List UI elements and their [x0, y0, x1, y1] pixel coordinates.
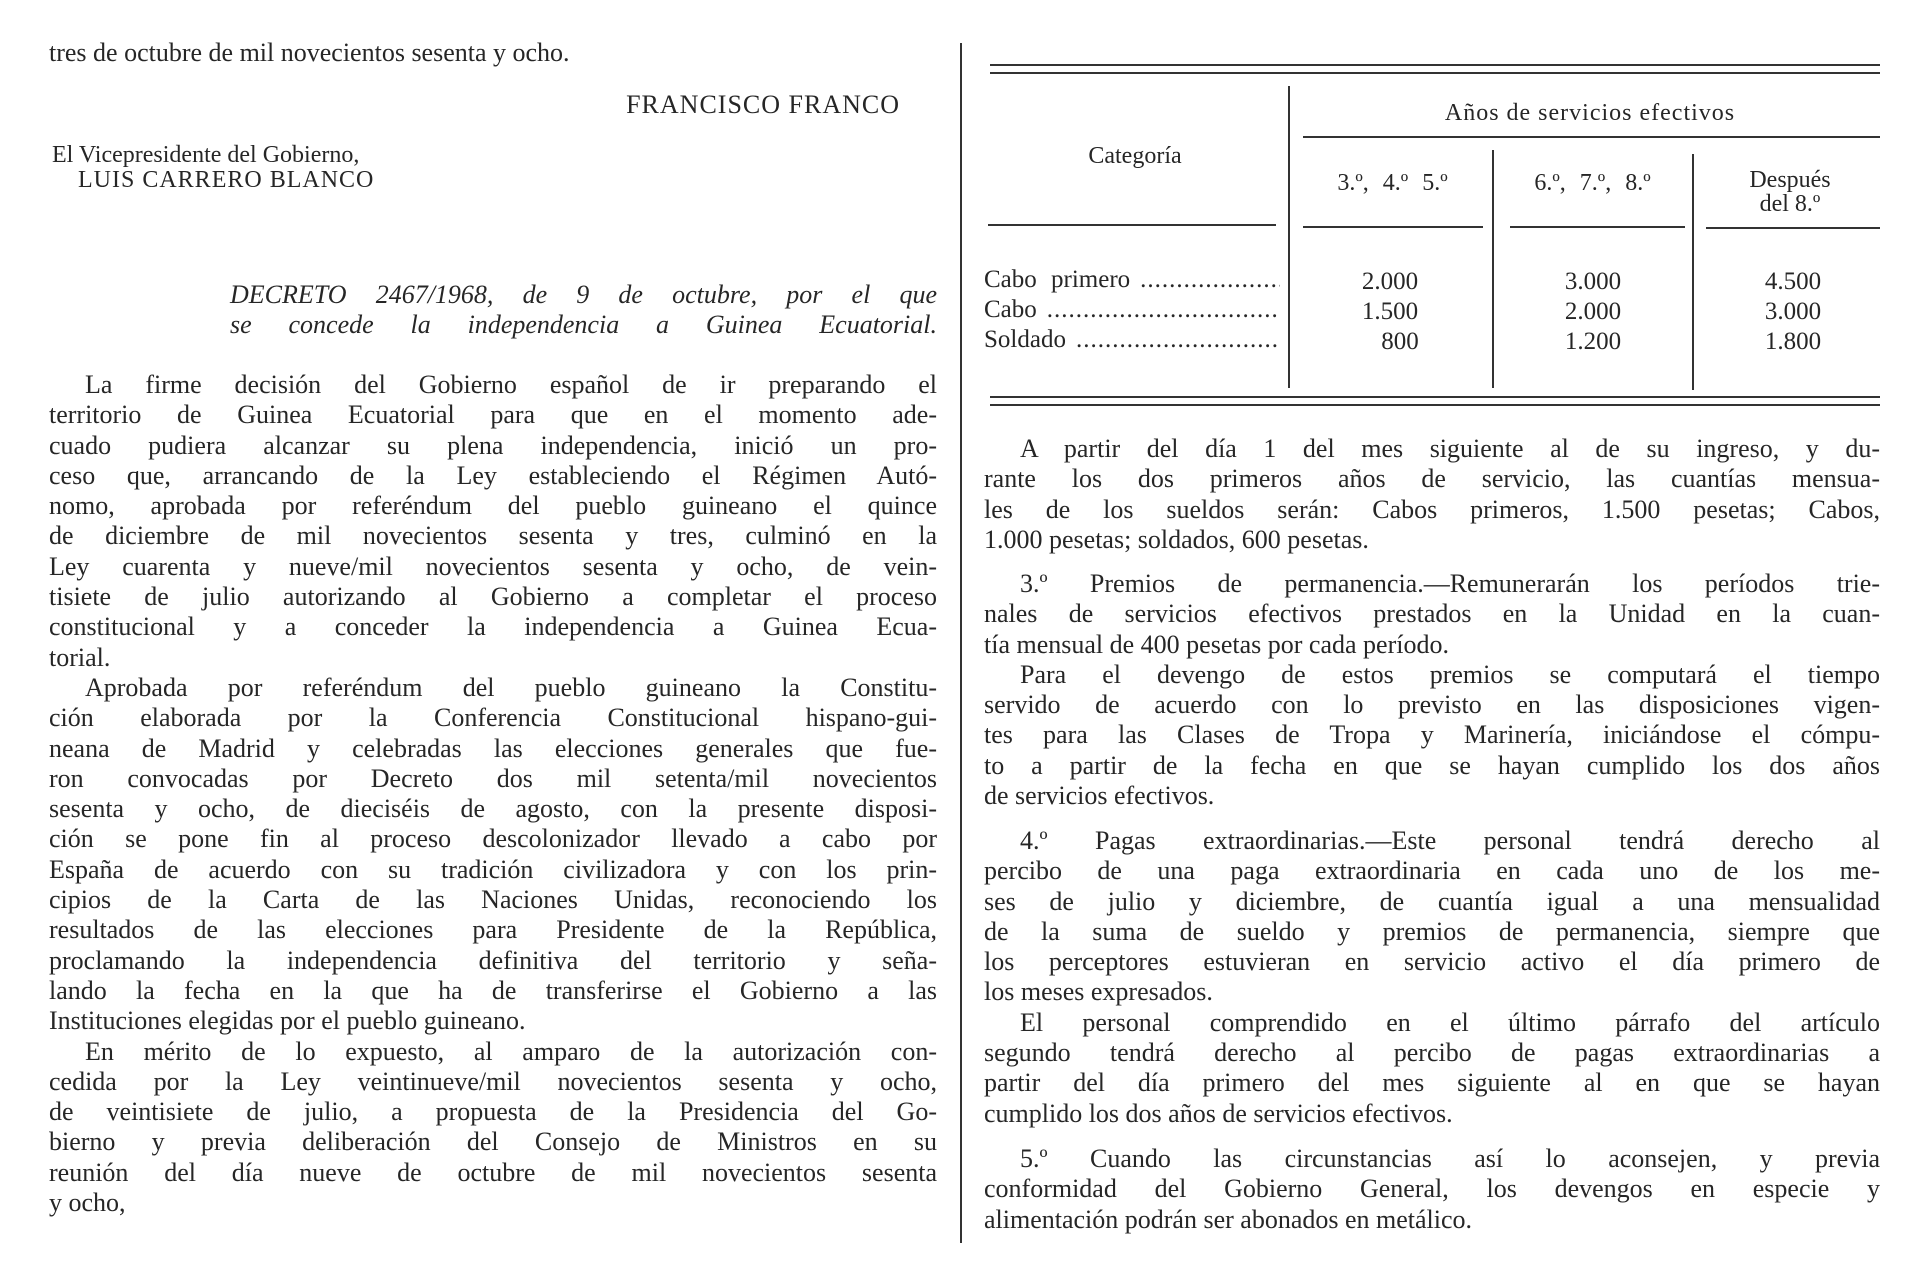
paragraph-line: cipios de la Carta de las Naciones Unidas, reconociendo los	[49, 885, 937, 915]
table-cell: 3.000	[1564, 268, 1622, 295]
paragraph-line: sesenta y ocho, de dieciséis de agosto, con la presente disposi-	[49, 794, 937, 824]
paragraph-line: España de acuerdo con su tradición civilizadora y con los prin-	[49, 854, 937, 884]
paragraph-line: los meses expresados.	[984, 977, 1213, 1007]
category-header: Categoría	[1088, 143, 1182, 169]
table-cell: 2.000	[1361, 268, 1419, 295]
paragraph-line: percibo de una paga extraordinaria en cada uno de los me-	[984, 856, 1880, 886]
vp-signature-block	[52, 143, 374, 193]
table-divider	[1492, 150, 1494, 388]
paragraph-line: 4.º Pagas extraordinarias.—Este personal tendrá derecho al	[1020, 826, 1880, 855]
paragraph-line: nomo, aprobada por referéndum del pueblo guineano el quince	[49, 491, 937, 521]
paragraph-line: ción elaborada por la Conferencia Constitucional hispano-gui-	[49, 703, 937, 733]
paragraph-line: servido de acuerdo con lo previsto en las disposiciones vigen-	[984, 690, 1880, 720]
paragraph-line: resultados de las elecciones para Presidente de la República,	[49, 915, 937, 945]
table-cell: 1.800	[1764, 328, 1822, 355]
table-rule	[1303, 226, 1483, 228]
paragraph-line: de la suma de sueldo y premios de permanencia, siempre que	[984, 916, 1880, 946]
paragraph-line: rante los dos primeros años de servicio, las cuantías mensua-	[984, 464, 1880, 494]
paragraph-line: bierno y previa deliberación del Consejo de Ministros en su	[49, 1127, 937, 1157]
paragraph-line: 1.000 pesetas; soldados, 600 pesetas.	[984, 524, 1369, 554]
table-bottom-rule	[990, 404, 1880, 406]
column-header: del 8.º	[1759, 191, 1821, 217]
column-header: 3.º, 4.º 5.º	[1337, 170, 1448, 196]
paragraph-line: cuado pudiera alcanzar su plena independencia, inició un pro-	[49, 430, 937, 460]
paragraph-line: ceso que, arrancando de la Ley estableciendo el Régimen Autó-	[49, 460, 937, 490]
paragraph-line: segundo tendrá derecho al percibo de pagas extraordinarias a	[984, 1038, 1880, 1068]
paragraph-line: A partir del día 1 del mes siguiente al de su ingreso, y du-	[1020, 434, 1880, 463]
paragraph-line: La firme decisión del Gobierno español de ir preparando el	[85, 370, 937, 399]
row-label-text: Cabo	[984, 296, 1037, 323]
paragraph-line: ción se pone fin al proceso descolonizador llevado a cabo por	[49, 824, 937, 854]
paragraph-line: 3.º Premios de permanencia.—Remunerarán los períodos trie-	[1020, 569, 1880, 598]
table-row-label	[984, 326, 1280, 354]
table-cell: 3.000	[1764, 298, 1822, 325]
table-row-label	[984, 266, 1280, 294]
table-cell: 1.200	[1564, 328, 1622, 355]
paragraph-line: El personal comprendido en el último párrafo del artículo	[1020, 1007, 1880, 1037]
paragraph-line: ses de julio y diciembre, de cuantía igual a una mensualidad	[984, 886, 1880, 916]
paragraph-line: alimentación podrán ser abonados en metálico.	[984, 1204, 1473, 1234]
paragraph-line: En mérito de lo expuesto, al amparo de la autorización con-	[85, 1036, 937, 1066]
paragraph-line: tisiete de julio autorizando al Gobierno a completar el proceso	[49, 582, 937, 612]
paragraph-line: territorio de Guinea Ecuatorial para que en el momento ade-	[49, 400, 937, 430]
paragraph-line: los perceptores estuvieran en servicio activo el día primero de	[984, 947, 1880, 977]
row-label-text: Cabo primero	[984, 266, 1131, 293]
table-row-label	[984, 296, 1280, 324]
paragraph-line: Para el devengo de estos premios se computará el tiempo	[1020, 659, 1880, 689]
paragraph-line: y ocho,	[49, 1188, 126, 1218]
paragraph-line: torial.	[49, 642, 111, 672]
paragraph-line: reunión del día nueve de octubre de mil novecientos sesenta	[49, 1157, 937, 1187]
column-divider	[960, 43, 962, 1243]
paragraph-line: cedida por la Ley veintinueve/mil novecientos sesenta y ocho,	[49, 1066, 937, 1096]
row-label-text: Soldado	[984, 326, 1066, 353]
paragraph-line: neana de Madrid y celebradas las elecciones generales que fue-	[49, 733, 937, 763]
table-top-rule	[990, 72, 1880, 74]
right-block	[984, 1144, 1880, 1235]
paragraph-line: les de los sueldos serán: Cabos primeros, 1.500 pesetas; Cabos,	[984, 494, 1880, 524]
table-rule	[1706, 227, 1880, 229]
paragraph-line: proclamando la independencia definitiva del territorio y seña-	[49, 945, 937, 975]
paragraph-line: de servicios efectivos.	[984, 781, 1215, 811]
paragraph-line: lando la fecha en la que ha de transferirse el Gobierno a las	[49, 975, 937, 1005]
table-rule	[988, 224, 1276, 226]
column-header: Después	[1749, 167, 1831, 193]
right-block	[984, 826, 1880, 1129]
table-bottom-rule	[990, 396, 1880, 398]
table-cell: 800	[1381, 328, 1419, 355]
paragraph-line: Instituciones elegidas por el pueblo guineano.	[49, 1006, 526, 1036]
table-divider	[1288, 86, 1290, 388]
group-header: Años de servicios efectivos	[1444, 100, 1736, 126]
decree-title-line: se concede la independencia a Guinea Ecuatorial.	[230, 310, 937, 340]
decree-preamble	[49, 370, 937, 1218]
paragraph-line: to a partir de la fecha en que se hayan cumplido los dos años	[984, 750, 1880, 780]
table-cell: 4.500	[1764, 268, 1822, 295]
table-cell: 1.500	[1361, 298, 1419, 325]
table-cell: 2.000	[1564, 298, 1622, 325]
closing-line: tres de octubre de mil novecientos sesenta y ocho.	[49, 38, 570, 67]
paragraph-line: tía mensual de 400 pesetas por cada período.	[984, 629, 1449, 659]
paragraph-line: cumplido los dos años de servicios efectivos.	[984, 1098, 1453, 1128]
decree-title	[230, 280, 937, 341]
paragraph-line: constitucional y a conceder la independencia a Guinea Ecua-	[49, 612, 937, 642]
table-divider	[1692, 154, 1694, 390]
paragraph-line: Ley cuarenta y nueve/mil novecientos sesenta y ocho, de vein-	[49, 551, 937, 581]
table-top-rule	[990, 64, 1880, 66]
leader-dots	[1140, 266, 1280, 294]
paragraph-line: Aprobada por referéndum del pueblo guineano la Constitu-	[85, 672, 937, 702]
paragraph-line: partir del día primero del mes siguiente al en que se hayan	[984, 1068, 1880, 1098]
leader-dots	[1076, 326, 1280, 354]
decree-title-line: DECRETO 2467/1968, de 9 de octubre, por el que	[230, 280, 937, 309]
vp-name: LUIS CARRERO BLANCO	[78, 167, 375, 193]
signature-franco: FRANCISCO FRANCO	[626, 90, 900, 119]
table-rule	[1510, 226, 1685, 228]
paragraph-line: conformidad del Gobierno General, los devengos en especie y	[984, 1174, 1880, 1204]
column-header: 6.º, 7.º, 8.º	[1534, 170, 1651, 196]
paragraph-line: 5.º Cuando las circunstancias así lo aconsejen, y previa	[1020, 1144, 1880, 1173]
paragraph-line: de diciembre de mil novecientos sesenta y tres, culminó en la	[49, 521, 937, 551]
paragraph-line: tes para las Clases de Tropa y Marinería, iniciándose el cómpu-	[984, 720, 1880, 750]
paragraph-line: nales de servicios efectivos prestados en la Unidad en la cuan-	[984, 599, 1880, 629]
vp-title: El Vicepresidente del Gobierno,	[52, 142, 360, 168]
paragraph-line: ron convocadas por Decreto dos mil setenta/mil novecientos	[49, 763, 937, 793]
right-block	[984, 434, 1880, 555]
right-block	[984, 569, 1880, 811]
leader-dots	[1047, 296, 1280, 324]
table-rule	[1303, 136, 1880, 138]
paragraph-line: de veintisiete de julio, a propuesta de la Presidencia del Go-	[49, 1097, 937, 1127]
